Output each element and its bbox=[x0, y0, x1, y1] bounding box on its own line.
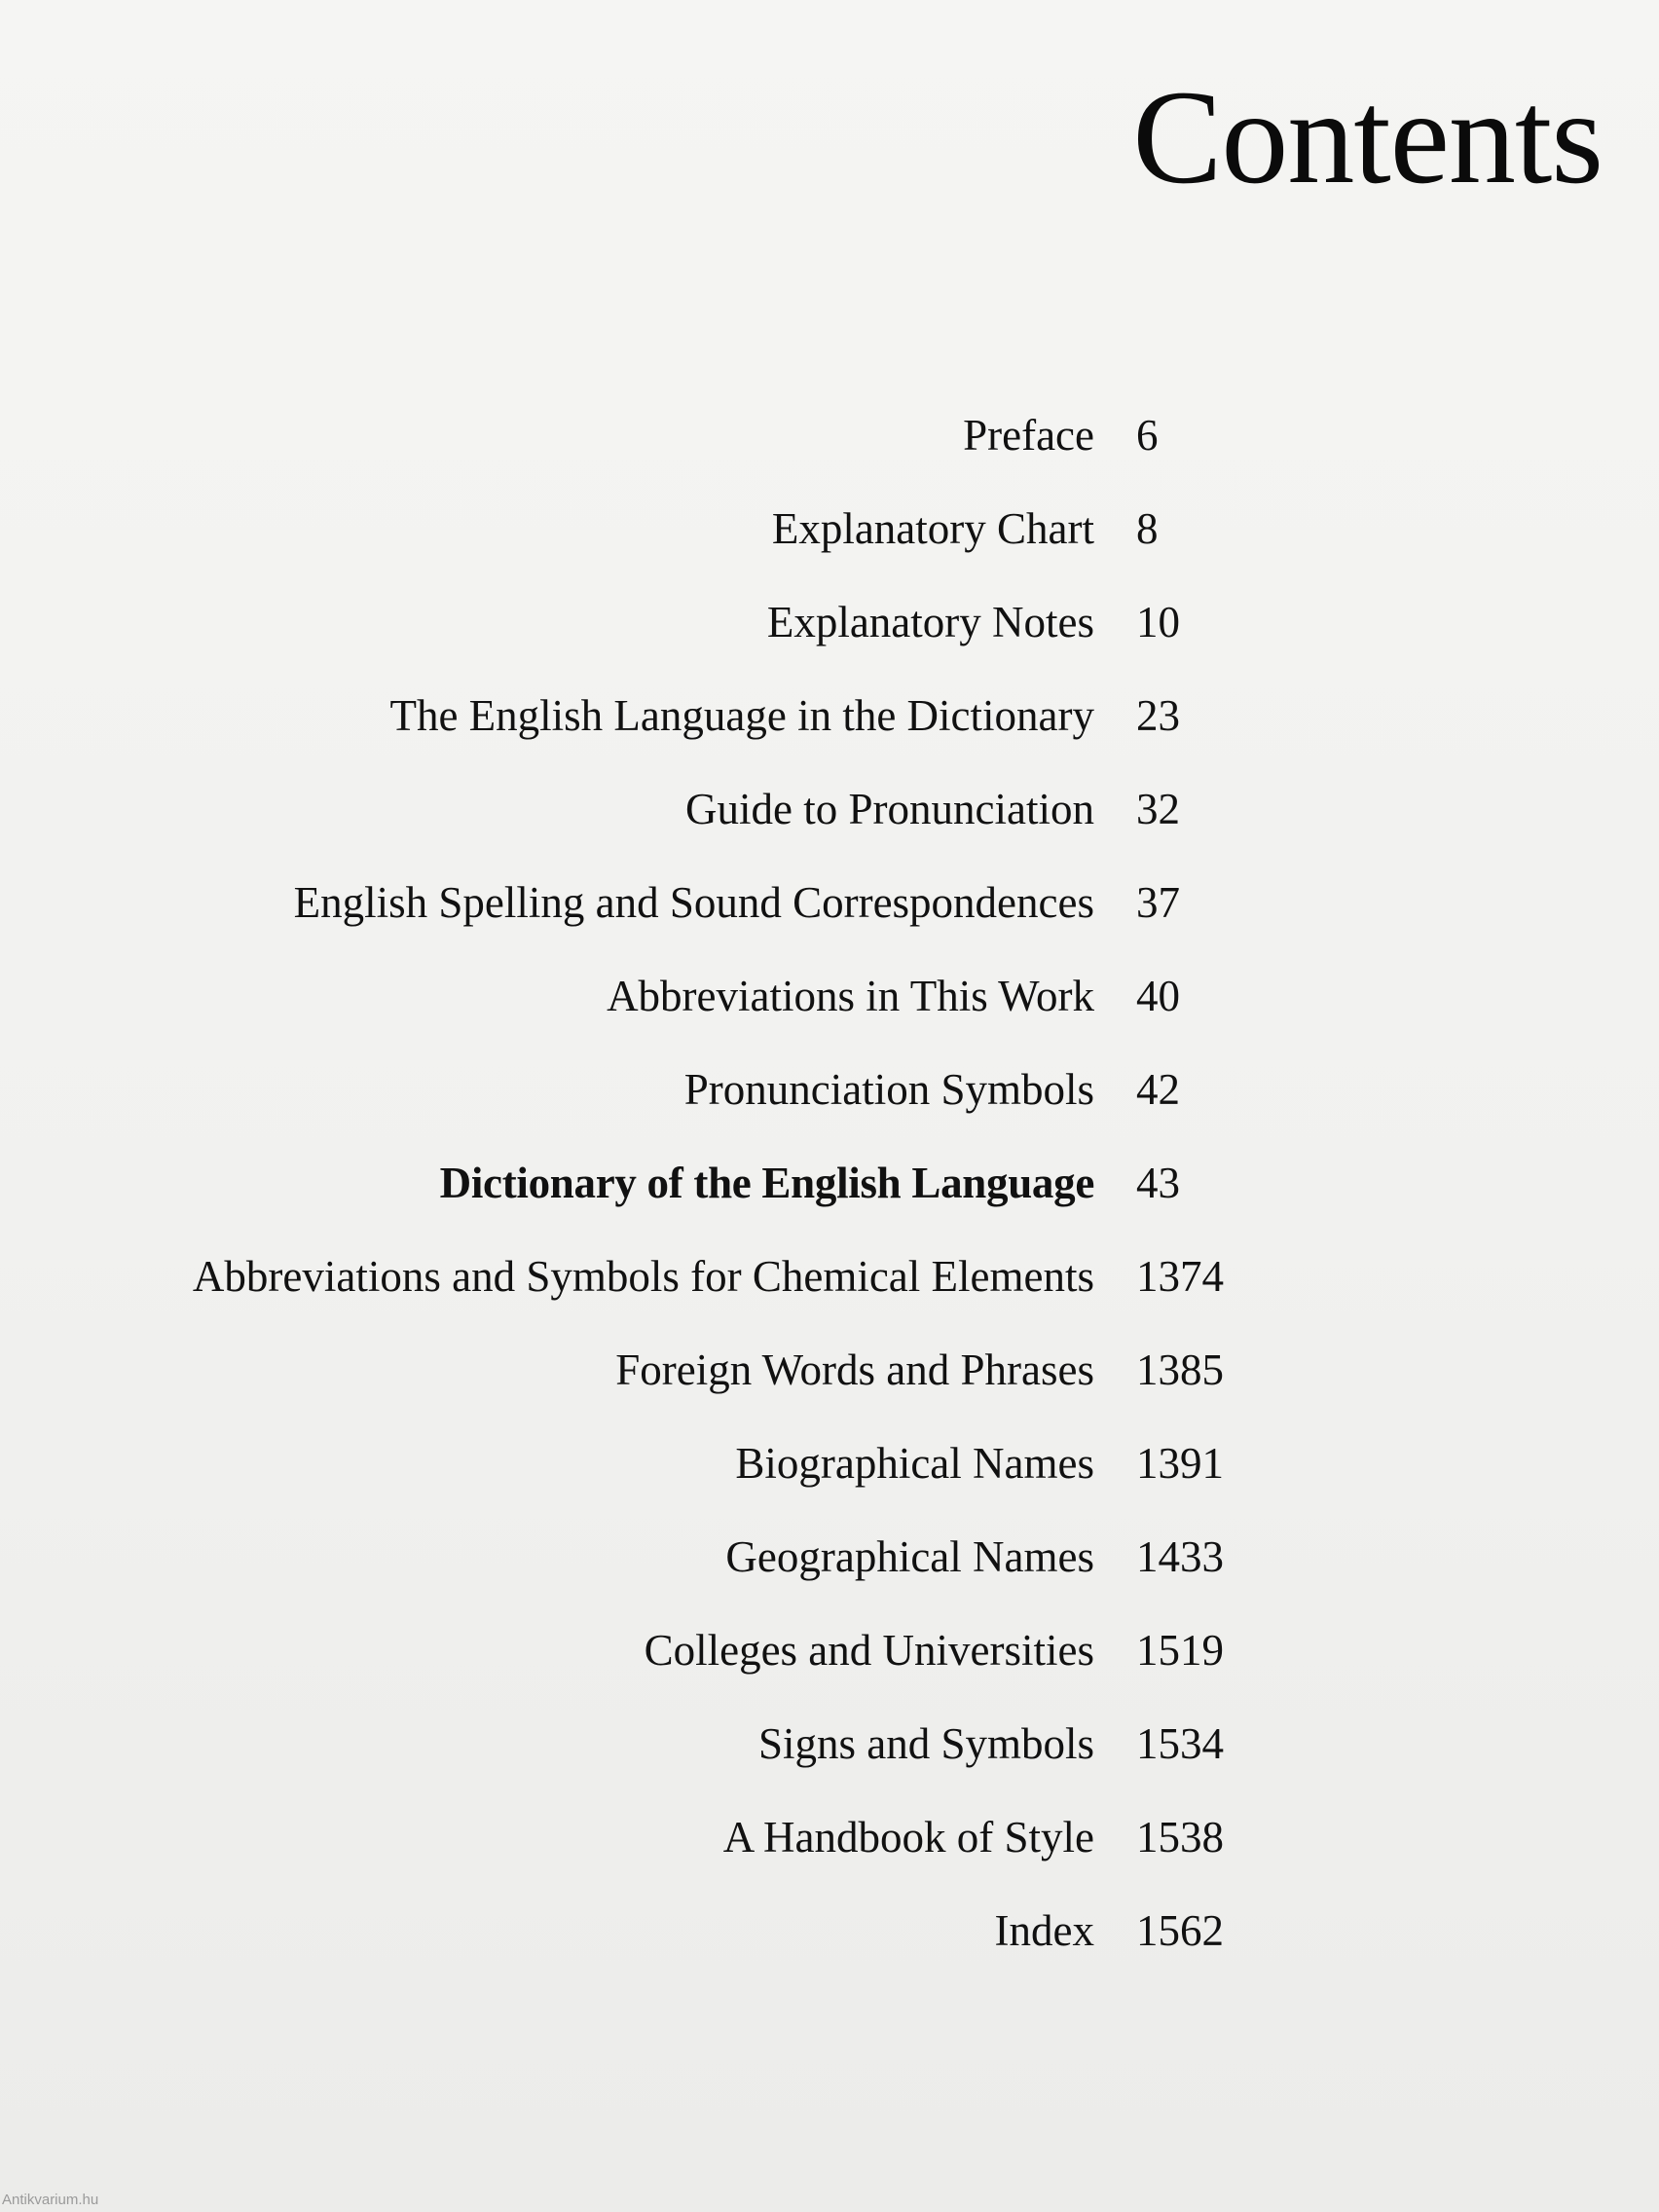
toc-entry-label: Dictionary of the English Language bbox=[439, 1159, 1094, 1207]
toc-entry-label: The English Language in the Dictionary bbox=[389, 691, 1094, 740]
toc-entry-english-spelling bbox=[0, 859, 1659, 946]
toc-entry-signs-and-symbols bbox=[0, 1700, 1659, 1788]
toc-entry-label: Abbreviations and Symbols for Chemical Elements bbox=[192, 1252, 1094, 1301]
toc-entry-page-number: 42 bbox=[1136, 1065, 1180, 1114]
toc-entry-label: Pronunciation Symbols bbox=[683, 1065, 1094, 1114]
toc-entry-english-language bbox=[0, 672, 1659, 759]
toc-entry-label: Geographical Names bbox=[725, 1532, 1094, 1581]
toc-entry-page-number: 43 bbox=[1136, 1159, 1180, 1207]
watermark-text: Antikvarium.hu bbox=[2, 2192, 99, 2208]
toc-entry-page-number: 8 bbox=[1136, 504, 1159, 553]
toc-entry-page-number: 10 bbox=[1136, 598, 1180, 646]
toc-entry-dictionary bbox=[0, 1139, 1659, 1227]
toc-entry-page-number: 1538 bbox=[1136, 1813, 1224, 1862]
toc-entry-biographical-names bbox=[0, 1419, 1659, 1507]
toc-entry-label: Explanatory Notes bbox=[766, 598, 1094, 646]
toc-entry-label: Signs and Symbols bbox=[757, 1719, 1094, 1768]
toc-entry-label: A Handbook of Style bbox=[722, 1813, 1094, 1862]
toc-entry-guide-to-pronunciation bbox=[0, 765, 1659, 853]
toc-entry-label: Biographical Names bbox=[735, 1439, 1094, 1488]
toc-entry-page-number: 1391 bbox=[1136, 1439, 1224, 1488]
toc-entry-abbreviations bbox=[0, 952, 1659, 1040]
toc-entry-explanatory-chart bbox=[0, 485, 1659, 572]
toc-entry-handbook-of-style bbox=[0, 1793, 1659, 1881]
toc-entry-label: Explanatory Chart bbox=[771, 504, 1094, 553]
toc-entry-page-number: 40 bbox=[1136, 972, 1180, 1020]
toc-entry-page-number: 1519 bbox=[1136, 1626, 1224, 1675]
toc-entry-foreign-words bbox=[0, 1326, 1659, 1414]
toc-entry-label: Guide to Pronunciation bbox=[685, 785, 1094, 833]
toc-entry-preface bbox=[0, 391, 1659, 479]
toc-entry-page-number: 1534 bbox=[1136, 1719, 1224, 1768]
toc-entry-page-number: 6 bbox=[1136, 411, 1159, 460]
toc-entry-geographical-names bbox=[0, 1513, 1659, 1601]
toc-entry-chemical-elements bbox=[0, 1233, 1659, 1320]
toc-entry-label: Index bbox=[994, 1906, 1094, 1955]
toc-entry-pronunciation-symbols bbox=[0, 1046, 1659, 1133]
toc-entry-page-number: 32 bbox=[1136, 785, 1180, 833]
toc-entry-label: Colleges and Universities bbox=[644, 1626, 1094, 1675]
toc-entry-label: Foreign Words and Phrases bbox=[615, 1346, 1094, 1394]
toc-entry-page-number: 23 bbox=[1136, 691, 1180, 740]
toc-entry-page-number: 1433 bbox=[1136, 1532, 1224, 1581]
toc-entry-index bbox=[0, 1887, 1659, 1974]
toc-entry-label: Preface bbox=[963, 411, 1094, 460]
toc-entry-label: Abbreviations in This Work bbox=[607, 972, 1094, 1020]
toc-entry-label: English Spelling and Sound Correspondences bbox=[293, 878, 1094, 927]
toc-entry-page-number: 1374 bbox=[1136, 1252, 1224, 1301]
toc-entry-page-number: 1562 bbox=[1136, 1906, 1224, 1955]
page-title: Contents bbox=[1132, 62, 1603, 211]
toc-entry-explanatory-notes bbox=[0, 578, 1659, 666]
toc-entry-colleges bbox=[0, 1606, 1659, 1694]
toc-entry-page-number: 1385 bbox=[1136, 1346, 1224, 1394]
toc-entry-page-number: 37 bbox=[1136, 878, 1180, 927]
